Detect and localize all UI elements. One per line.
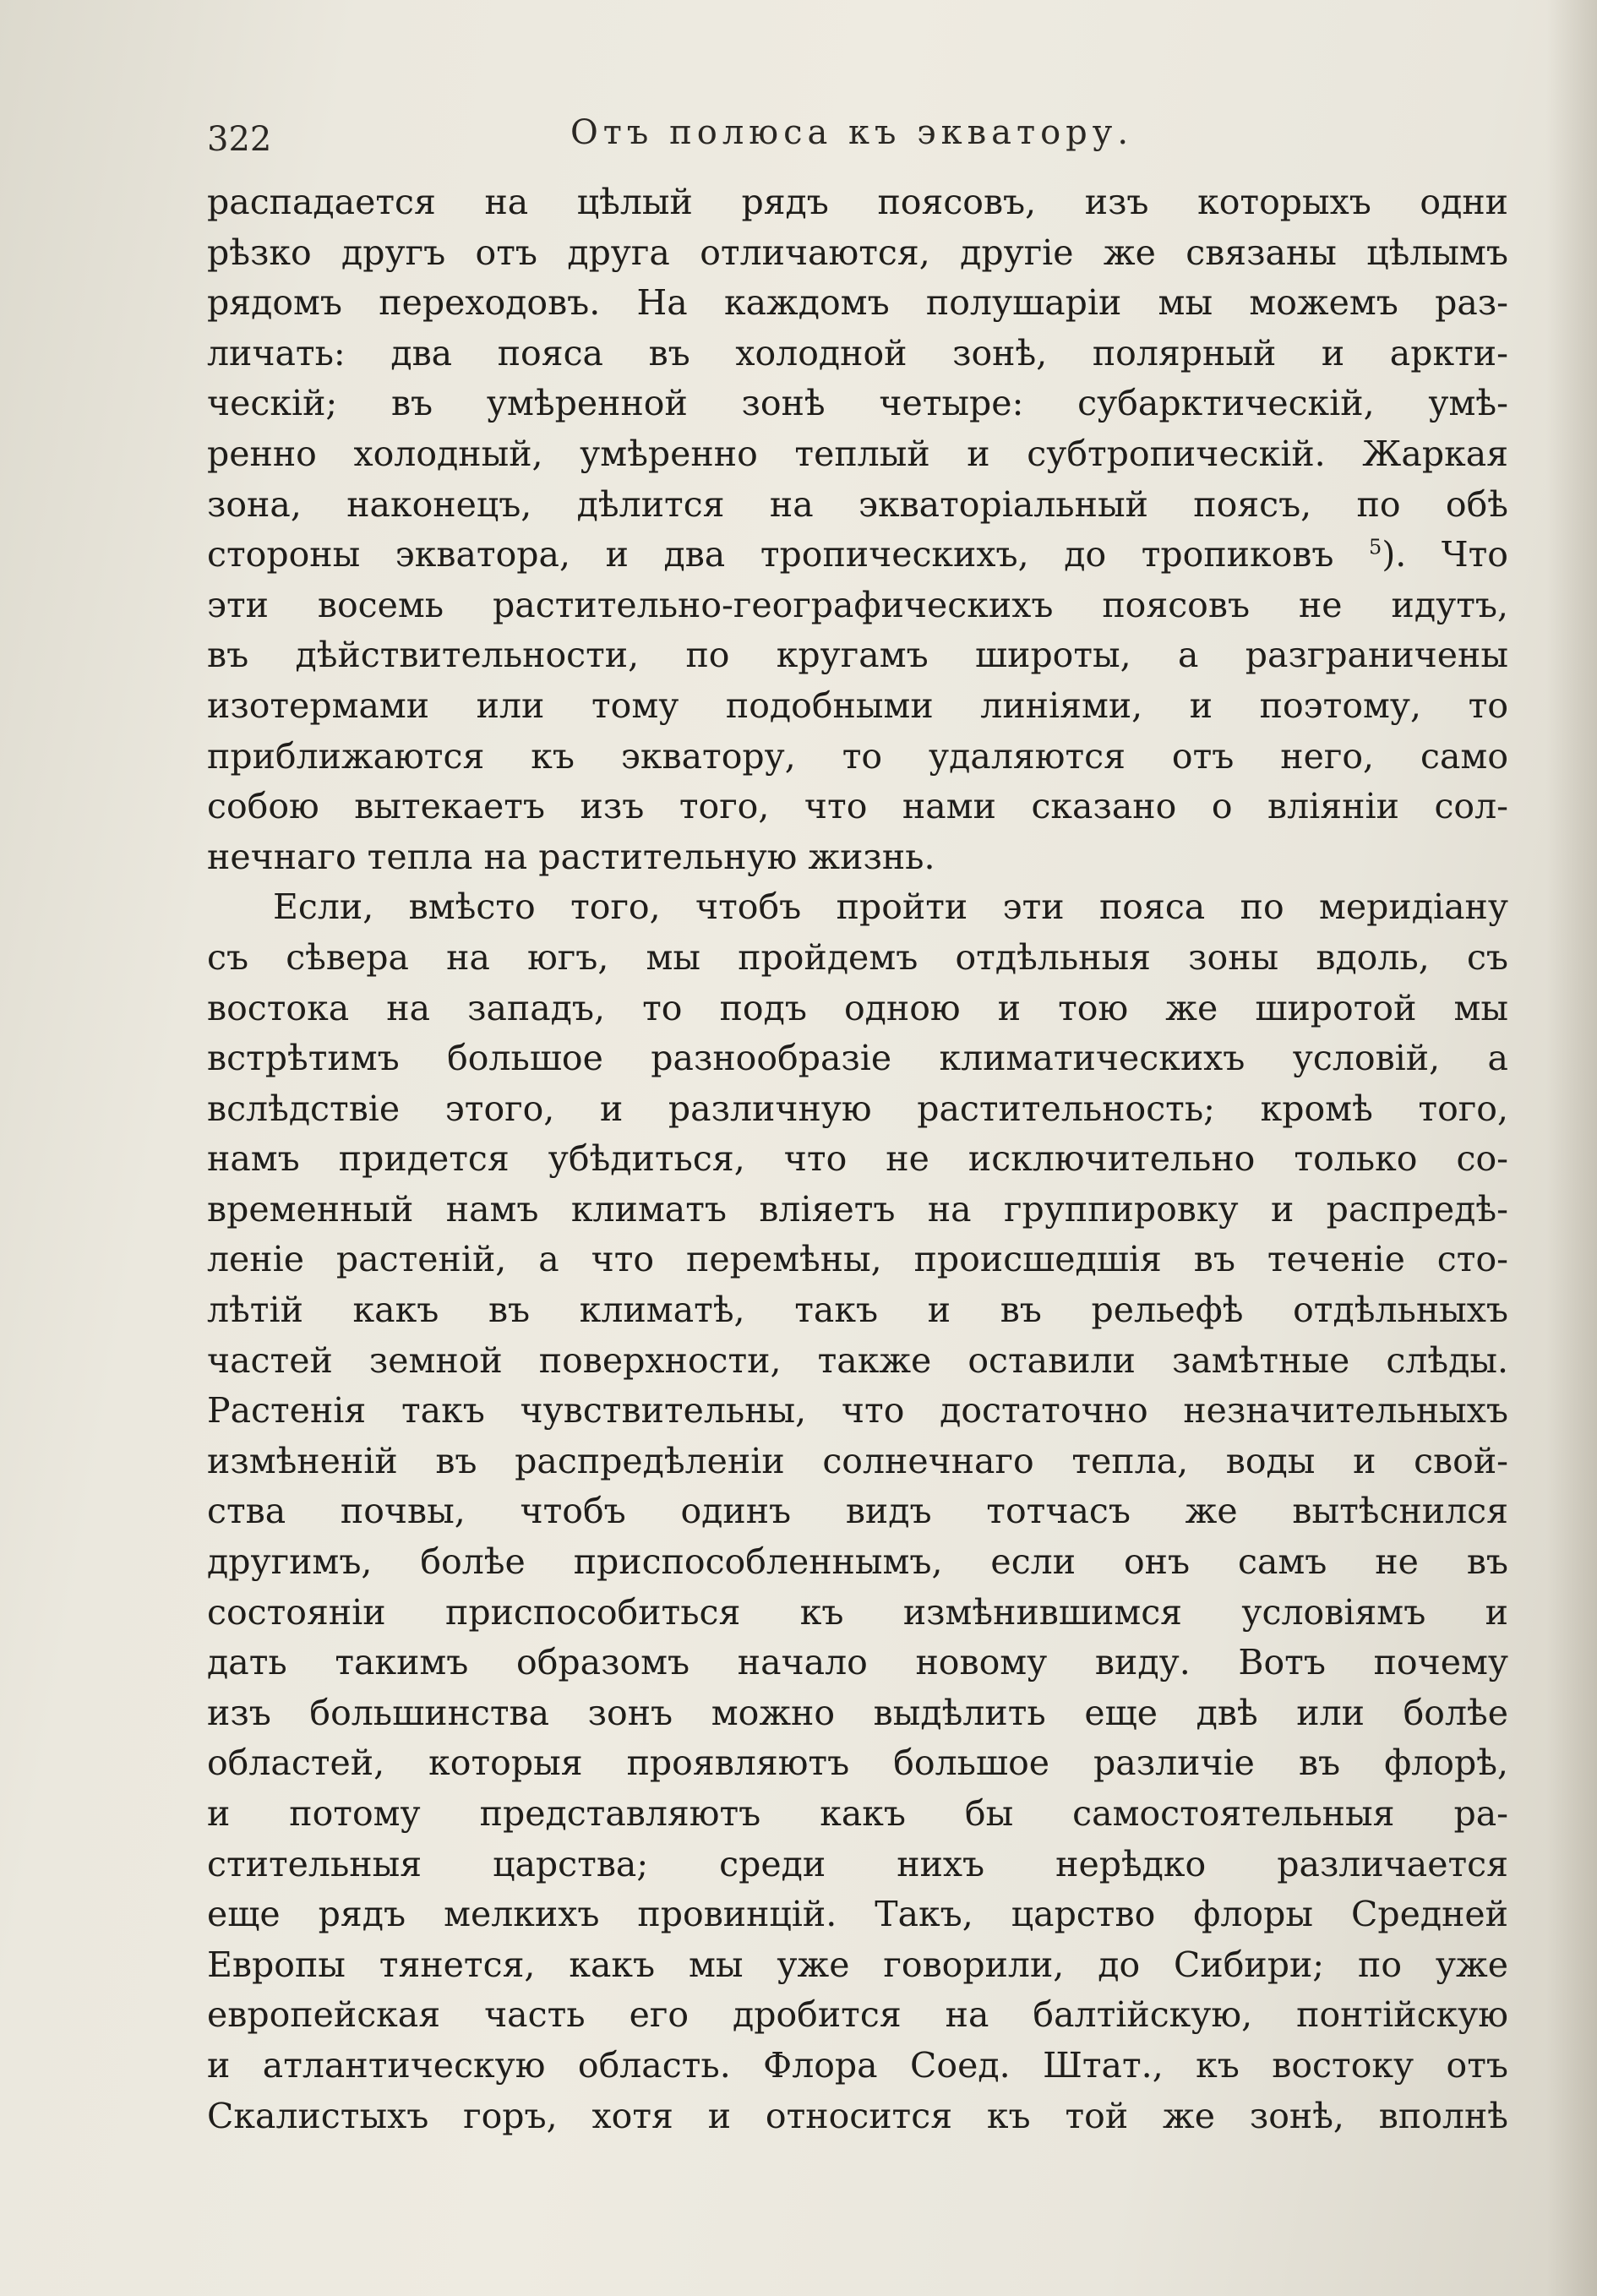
paragraph-start-line: Если, вмѣсто того, чтобъ пройти эти пояса по меридіану xyxy=(273,886,1508,928)
text-line: частей земной поверхности, также оставили замѣтные слѣды. xyxy=(207,1339,1508,1381)
text-line: ренно холодный, умѣренно теплый и субтропическій. Жаркая xyxy=(207,433,1508,474)
text-line: съ сѣвера на югъ, мы пройдемъ отдѣльныя зоны вдоль, съ xyxy=(207,936,1508,978)
text-line: леніе растеній, а что перемѣны, происшедшія въ теченіе сто- xyxy=(207,1239,1508,1280)
text-line-segment: стороны экватора, и два тропическихъ, до тропиковъ xyxy=(207,534,1334,575)
text-line: дать такимъ образомъ начало новому виду. Вотъ почему xyxy=(207,1642,1508,1683)
text-line: намъ придется убѣдиться, что не исключительно только со- xyxy=(207,1138,1508,1180)
text-line-with-footnote xyxy=(207,530,1508,581)
text-line: собою вытекаетъ изъ того, что нами сказано о вліяніи сол- xyxy=(207,786,1508,827)
text-line: Европы тянется, какъ мы уже говорили, до Сибири; по уже xyxy=(207,1944,1508,1985)
text-line: еще рядъ мелкихъ провинцій. Такъ, царство флоры Средней xyxy=(207,1894,1508,1935)
text-line: и атлантическую область. Флора Соед. Штат., къ востоку отъ xyxy=(207,2044,1508,2086)
text-line: стительныя царства; среди нихъ нерѣдко различается xyxy=(207,1843,1508,1884)
page-number: 322 xyxy=(207,120,272,159)
text-line: измѣненій въ распредѣленіи солнечнаго тепла, воды и свой- xyxy=(207,1440,1508,1481)
text-line-segment: ). Что xyxy=(1382,534,1508,575)
text-line: въ дѣйствительности, по кругамъ широты, а разграничены xyxy=(207,635,1508,676)
text-line: встрѣтимъ большое разнообразіе климатическихъ условій, а xyxy=(207,1038,1508,1079)
page-shadow-edge xyxy=(1546,0,1597,2296)
text-line: европейская часть его дробится на балтійскую, понтійскую xyxy=(207,1994,1508,2036)
running-title: Отъ полюса къ экватору. xyxy=(570,113,1134,152)
text-line: Растенія такъ чувствительны, что достаточно незначительныхъ xyxy=(207,1390,1508,1432)
text-line: и потому представляютъ какъ бы самостоятельныя ра- xyxy=(207,1793,1508,1834)
text-line: приближаются къ экватору, то удаляются отъ него, само xyxy=(207,735,1508,777)
text-line: нечнаго тепла на растительную жизнь. xyxy=(207,836,935,877)
text-line: эти восемь растительно-географическихъ поясовъ не идутъ, xyxy=(207,584,1508,625)
text-line: ческій; въ умѣренной зонѣ четыре: субарктическій, умѣ- xyxy=(207,383,1508,424)
text-line: изотермами или тому подобными линіями, и поэтому, то xyxy=(207,684,1508,726)
text-line: ства почвы, чтобъ одинъ видъ тотчасъ же вытѣснился xyxy=(207,1491,1508,1532)
text-line: вслѣдствіе этого, и различную растительность; кромѣ того, xyxy=(207,1088,1508,1129)
text-line: изъ большинства зонъ можно выдѣлить еще двѣ или болѣе xyxy=(207,1692,1508,1733)
text-line: рѣзко другъ отъ друга отличаются, другіе же связаны цѣлымъ xyxy=(207,232,1508,273)
text-line: временный намъ климатъ вліяетъ на группировку и распредѣ- xyxy=(207,1188,1508,1230)
text-line: областей, которыя проявляютъ большое различіе въ флорѣ, xyxy=(207,1742,1508,1784)
text-line: Скалистыхъ горъ, хотя и относится къ той же зонѣ, вполнѣ xyxy=(207,2095,1508,2136)
text-line: зона, наконецъ, дѣлится на экваторіальный поясъ, по обѣ xyxy=(207,483,1508,525)
text-line: распадается на цѣлый рядъ поясовъ, изъ которыхъ одни xyxy=(207,182,1508,222)
text-line: другимъ, болѣе приспособленнымъ, если онъ самъ не въ xyxy=(207,1541,1508,1583)
page-header xyxy=(207,110,1508,161)
text-line: рядомъ переходовъ. На каждомъ полушаріи мы можемъ раз- xyxy=(207,282,1508,324)
footnote-reference: 5 xyxy=(1369,535,1382,559)
text-line: лѣтій какъ въ климатѣ, такъ и въ рельефѣ отдѣльныхъ xyxy=(207,1290,1508,1331)
text-line: личать: два пояса въ холодной зонѣ, полярный и аркти- xyxy=(207,332,1508,374)
text-line: состояніи приспособиться къ измѣнившимся условіямъ и xyxy=(207,1591,1508,1633)
body-text xyxy=(207,177,1508,2141)
text-line: востока на западъ, то подъ одною и тою же широтой мы xyxy=(207,987,1508,1028)
